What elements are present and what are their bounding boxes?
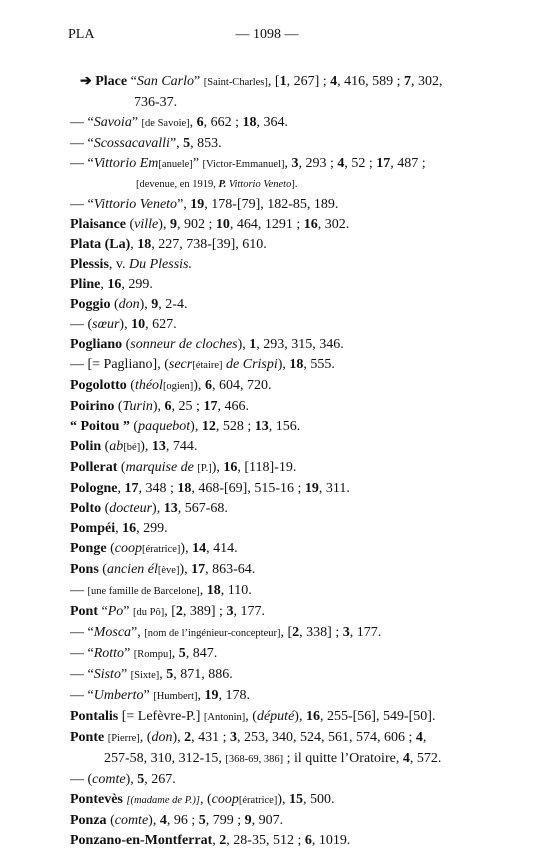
- entry-term: ➔ Place: [80, 74, 128, 89]
- index-entry: Plaisance (ville), 9, 902 ; 10, 464, 1291 ; 16, 302.: [70, 217, 350, 232]
- entry-term: Ponza: [70, 813, 107, 828]
- index-entry: Pons (ancien él[ève]), 17, 863-64.: [70, 562, 256, 577]
- index-entry: Polin (ab[bé]), 13, 744.: [70, 439, 198, 454]
- page-number: — 1098 —: [235, 27, 299, 42]
- index-entry: Pontalis [= Lefèvre-P.] [Antonin], (député), 16, 255-[56], 549-[50].: [70, 709, 436, 724]
- index-entry: “ Poitou ” (paquebot), 12, 528 ; 13, 156.: [70, 419, 301, 434]
- index-entry: Poggio (don), 9, 2-4.: [70, 297, 188, 312]
- entry-term: Pompéi: [70, 521, 116, 536]
- index-entry: Ponzano-en-Montferrat, 2, 28-35, 512 ; 6, 1019.: [70, 833, 351, 848]
- entry-term: Pogolotto: [70, 378, 127, 393]
- section-letters: PLA: [68, 27, 95, 42]
- index-entry: Ponge (coop[ératrice]), 14, 414.: [70, 541, 238, 556]
- entry-term: Pontalis: [70, 709, 119, 724]
- index-entry: Pont “Po” [du Pô], [2, 389] ; 3, 177.: [70, 604, 265, 619]
- index-entry: — “Umberto” [Humbert], 19, 178.: [70, 688, 251, 703]
- index-entry: Ponte [Pierre], (don), 2, 431 ; 3, 253, 340, 524, 561, 574, 606 ; 4,: [70, 730, 427, 745]
- index-entry: Pollerat (marquise de [P.]), 16, [118]-19.: [70, 460, 297, 475]
- entry-term: Ponte: [70, 730, 105, 745]
- index-entry: Plessis, v. Du Plessis.: [70, 257, 192, 272]
- entry-term: Poggio: [70, 297, 111, 312]
- index-entry: — “Rotto” [Rompu], 5, 847.: [70, 646, 218, 661]
- index-entry-continuation: 736-37.: [134, 95, 178, 110]
- index-entry: — (comte), 5, 267.: [70, 772, 176, 787]
- index-entry: Pontevès [(madame de P.)], (coop[ératrice]), 15, 500.: [70, 792, 335, 807]
- entry-term: Polto: [70, 501, 102, 516]
- index-entry: — [= Pagliano], (secr[étaire] de Crispi), 18, 555.: [70, 357, 335, 372]
- entry-term: Poirino: [70, 399, 115, 414]
- entry-term: Ponge: [70, 541, 107, 556]
- running-head: [0, 27, 534, 47]
- index-entry: ➔ Place “San Carlo” [Saint-Charles], [1, 267] ; 4, 416, 589 ; 7, 302,: [80, 74, 443, 89]
- index-entry: Poirino (Turin), 6, 25 ; 17, 466.: [70, 399, 249, 414]
- index-entries: [70, 72, 480, 851]
- index-entry: — “Vittorio Veneto”, 19, 178-[79], 182-85, 189.: [70, 197, 339, 212]
- index-entry: Ponza (comte), 4, 96 ; 5, 799 ; 9, 907.: [70, 813, 284, 828]
- entry-term: Pologne: [70, 481, 118, 496]
- entry-term: Plessis: [70, 257, 109, 272]
- index-entry: — “Sisto” [Sixte], 5, 871, 886.: [70, 667, 233, 682]
- index-entry: — “Savoia” [de Savoie], 6, 662 ; 18, 364.: [70, 115, 289, 130]
- index-entry: Plata (La), 18, 227, 738-[39], 610.: [70, 237, 267, 252]
- index-entry-continuation: 257-58, 310, 312-15, [368-69, 386] ; il quitte l’Oratoire, 4, 572.: [104, 751, 442, 766]
- entry-term: Plaisance: [70, 217, 126, 232]
- index-entry: — “Scossacavalli”, 5, 853.: [70, 136, 222, 151]
- index-entry: — (sœur), 10, 627.: [70, 317, 177, 332]
- entry-term: Pogliano: [70, 337, 123, 352]
- entry-term: Pons: [70, 562, 99, 577]
- index-entry: Pologne, 17, 348 ; 18, 468-[69], 515-16 ; 19, 311.: [70, 481, 350, 496]
- entry-term: Ponzano-en-Montferrat: [70, 833, 213, 848]
- entry-term: Plata (La): [70, 237, 131, 252]
- entry-term: Pollerat: [70, 460, 118, 475]
- index-entry: Polto (docteur), 13, 567-68.: [70, 501, 228, 516]
- entry-term: Polin: [70, 439, 102, 454]
- index-entry-note: [devenue, en 1919, P. Vittorio Veneto].: [136, 179, 298, 190]
- index-entry: — “Vittorio Em[anuele]” [Victor-Emmanuel], 3, 293 ; 4, 52 ; 17, 487 ;: [70, 156, 426, 171]
- index-entry: Pogliano (sonneur de cloches), 1, 293, 315, 346.: [70, 337, 344, 352]
- entry-term: Pline: [70, 277, 101, 292]
- index-entry: Pline, 16, 299.: [70, 277, 153, 292]
- index-entry: Pogolotto (théol[ogien]), 6, 604, 720.: [70, 378, 272, 393]
- index-entry: Pompéi, 16, 299.: [70, 521, 168, 536]
- entry-term: Pont: [70, 604, 98, 619]
- index-entry: — [une famille de Barcelone], 18, 110.: [70, 583, 252, 598]
- index-entry: — “Mosca”, [nom de l’ingénieur-concepteur], [2, 338] ; 3, 177.: [70, 625, 382, 640]
- entry-term: Pontevès: [70, 792, 123, 807]
- entry-term: “ Poitou ”: [70, 419, 130, 434]
